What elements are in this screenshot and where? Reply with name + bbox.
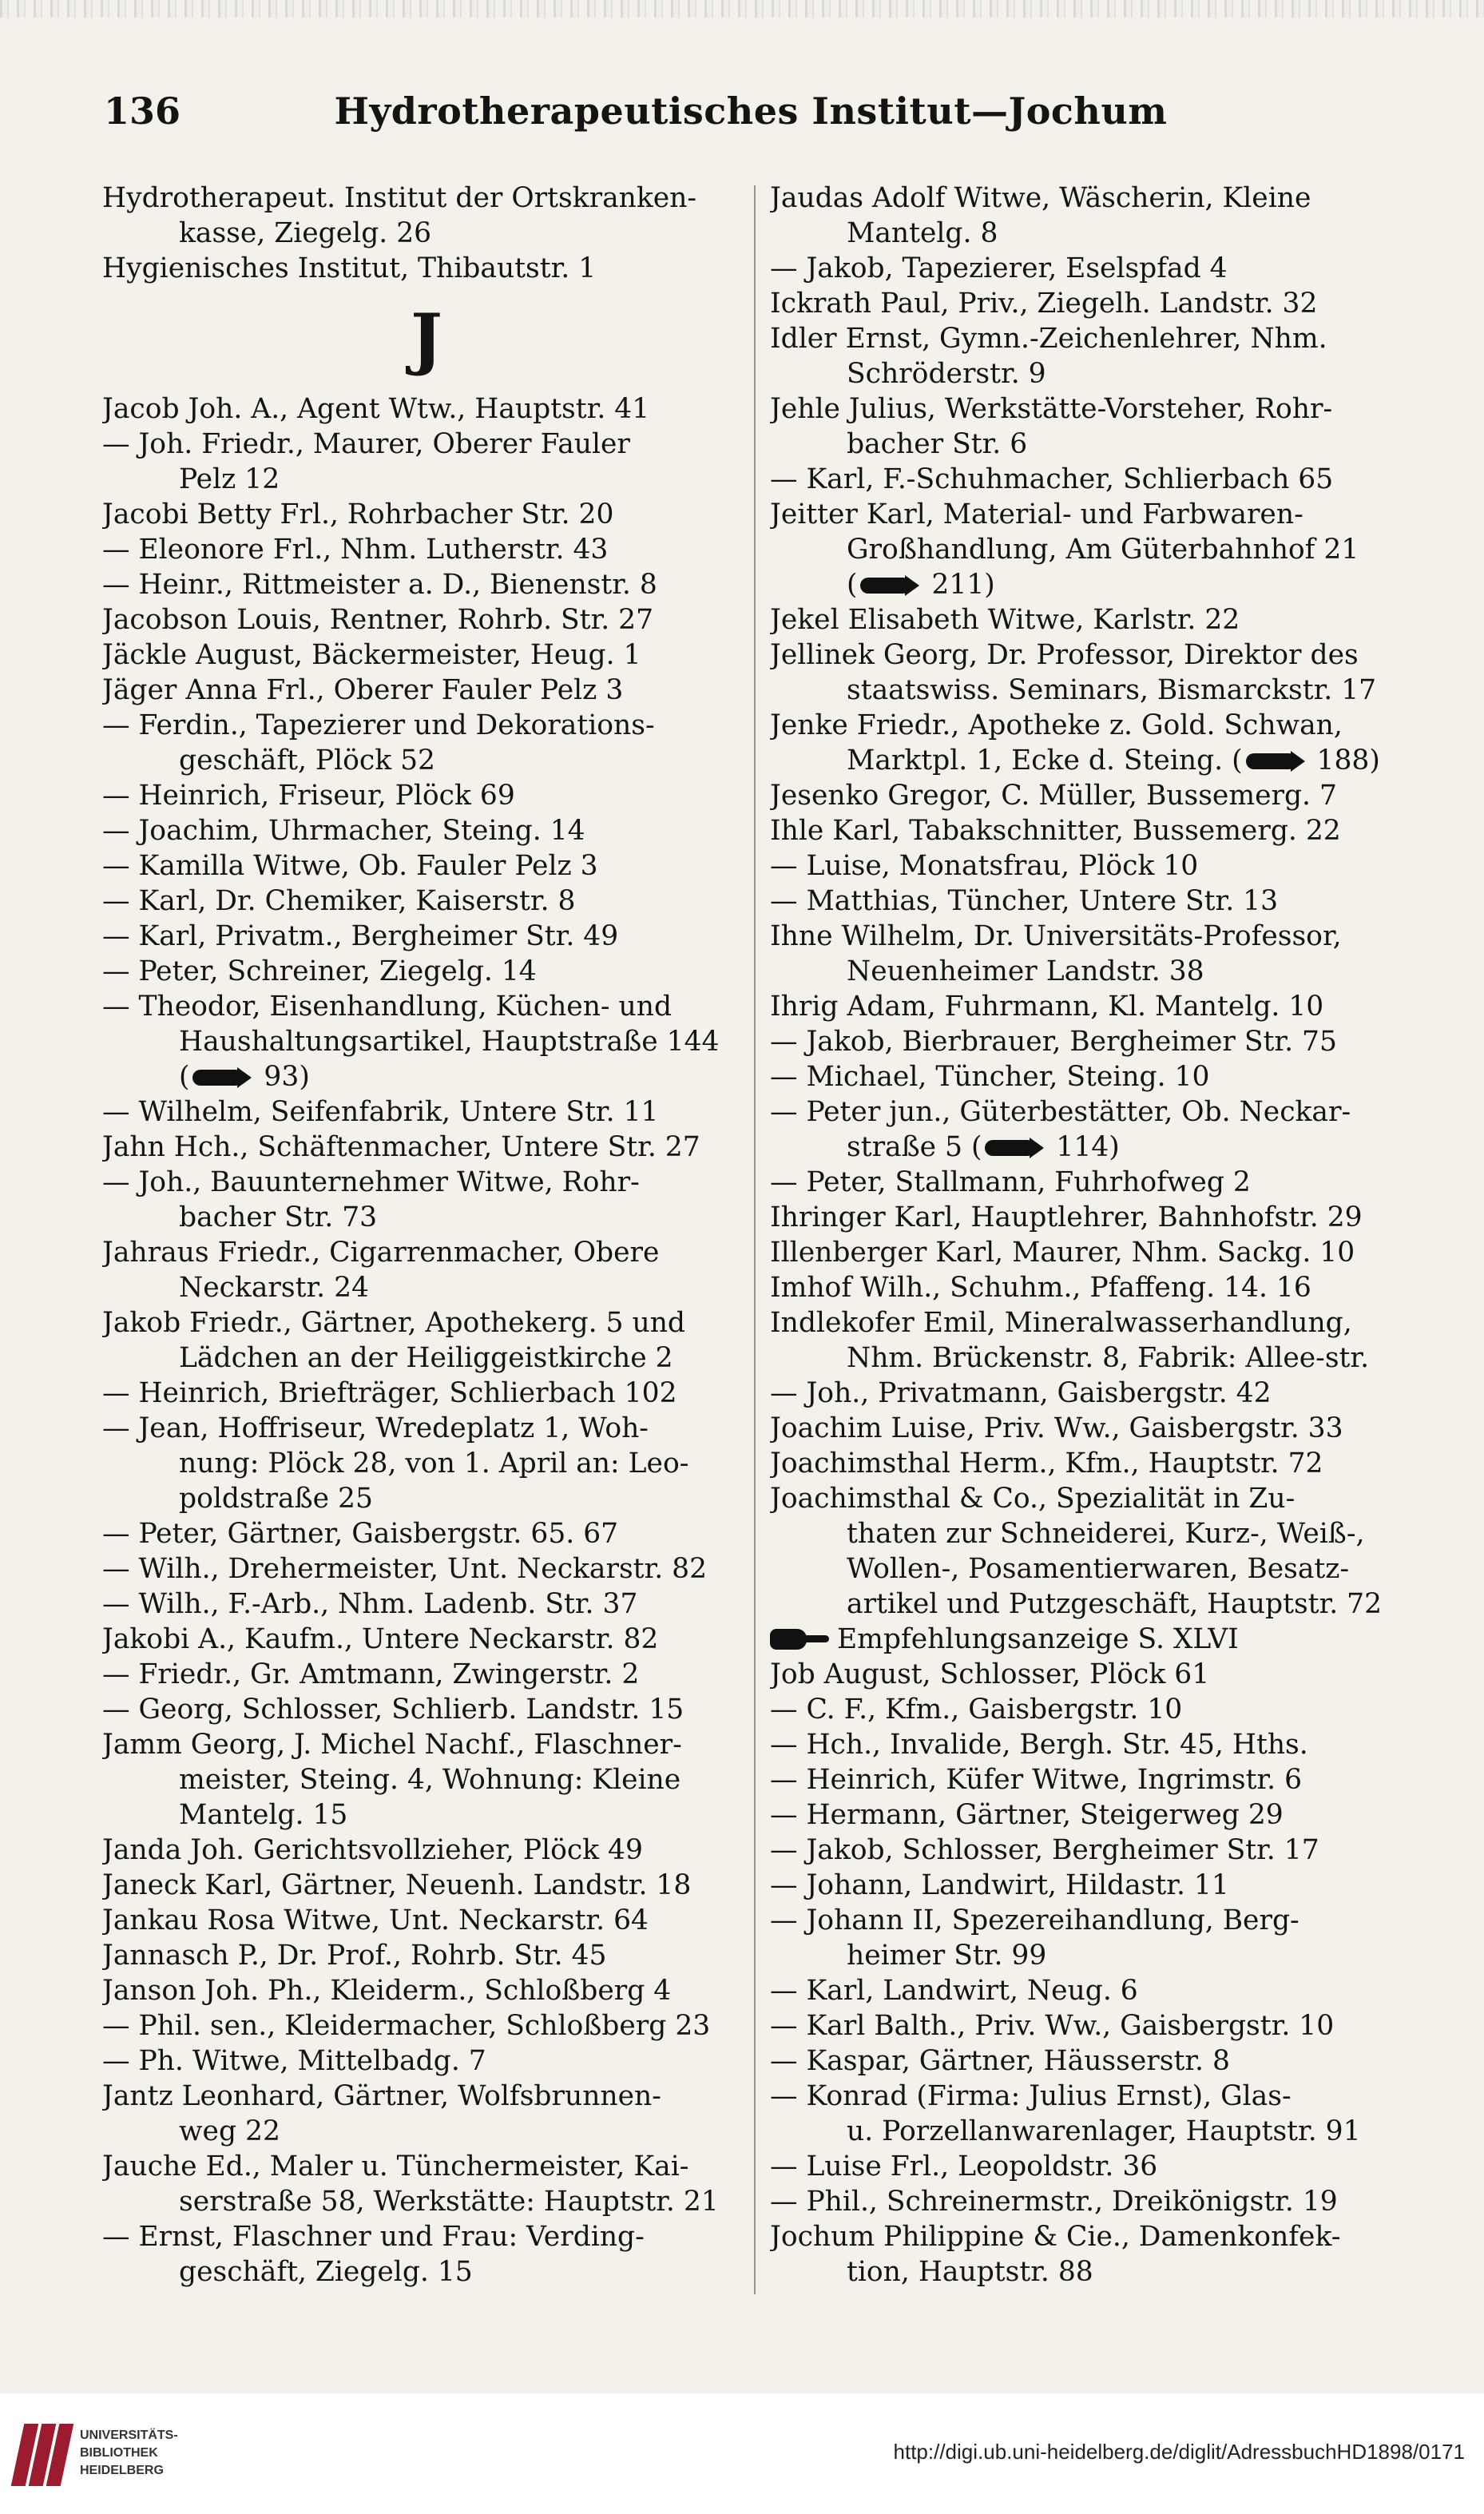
entry-line: — Phil., Schreinermstr., Dreikönigstr. 19: [770, 2186, 1338, 2218]
directory-entry: [770, 1481, 1419, 1622]
directory-entry: [102, 1692, 751, 1727]
entry-continuation-line: Pelz 12: [179, 463, 280, 495]
entry-line: Jaudas Adolf Witwe, Wäscherin, Kleine: [770, 182, 1311, 214]
directory-entry: [770, 1622, 1419, 1657]
directory-entry: [770, 391, 1419, 462]
entry-line: Janda Joh. Gerichtsvollzieher, Plöck 49: [102, 1834, 643, 1866]
entry-continuation-line: meister, Steing. 4, Wohnung: Kleine: [179, 1764, 681, 1796]
entry-line: — Eleonore Frl., Nhm. Lutherstr. 43: [102, 534, 609, 566]
source-url-link[interactable]: http://digi.ub.uni-heidelberg.de/diglit/AdressbuchHD1898/0171: [893, 2440, 1465, 2464]
entry-line: — Peter, Stallmann, Fuhrhofweg 2: [770, 1166, 1251, 1198]
entry-line: — Jakob, Tapezierer, Eselspfad 4: [770, 252, 1228, 284]
directory-entry: [102, 181, 751, 251]
entry-line: — Wilh., Drehermeister, Unt. Neckarstr. 82: [102, 1553, 708, 1585]
logo-line-3: HEIDELBERG: [80, 2464, 164, 2477]
entry-line: Hygienisches Institut, Thibautstr. 1: [102, 252, 597, 284]
directory-entry: [770, 1868, 1419, 1903]
entry-line: — Heinrich, Friseur, Plöck 69: [102, 780, 515, 812]
logo-line-2: BIBLIOTHEK: [80, 2446, 158, 2460]
directory-entry: [102, 637, 751, 673]
telephone-icon: [192, 1067, 252, 1088]
directory-entry: [770, 1762, 1419, 1797]
entry-line: Joachim Luise, Priv. Ww., Gaisbergstr. 33: [770, 1412, 1343, 1444]
entry-continuation-line: thaten zur Schneiderei, Kurz-, Weiß-,: [847, 1518, 1365, 1550]
directory-entry: [770, 1411, 1419, 1446]
directory-entry: [102, 1516, 751, 1551]
telephone-icon: [1246, 751, 1305, 772]
entry-line: — Wilh., F.-Arb., Nhm. Ladenb. Str. 37: [102, 1588, 638, 1620]
entry-continuation-line: Nhm. Brückenstr. 8, Fabrik: Allee-str.: [847, 1342, 1370, 1374]
entry-line: — Jean, Hoffriseur, Wredeplatz 1, Woh-: [102, 1412, 649, 1444]
entry-line: Jauche Ed., Maler u. Tünchermeister, Kai-: [102, 2151, 689, 2182]
directory-entry: [102, 391, 751, 427]
directory-entry: [102, 989, 751, 1094]
directory-entry: [102, 1165, 751, 1235]
entry-line: — Ph. Witwe, Mittelbadg. 7: [102, 2045, 486, 2077]
entry-line: Jacobson Louis, Rentner, Rohrb. Str. 27: [102, 604, 654, 636]
entry-line: Imhof Wilh., Schuhm., Pfaffeng. 14. 16: [770, 1272, 1311, 1304]
entry-line: — Karl Balth., Priv. Ww., Gaisbergstr. 10: [770, 2010, 1335, 2042]
directory-entry: [102, 708, 751, 778]
directory-entry: [102, 2219, 751, 2290]
directory-entry: [770, 321, 1419, 391]
entry-line: — Karl, F.-Schuhmacher, Schlierbach 65: [770, 463, 1334, 495]
directory-entry: [770, 848, 1419, 884]
entry-line: Janeck Karl, Gärtner, Neuenh. Landstr. 18: [102, 1869, 692, 1901]
directory-entry: [770, 251, 1419, 286]
directory-entry: [102, 2149, 751, 2219]
entry-continuation-line: Lädchen an der Heiliggeistkirche 2: [179, 1342, 673, 1374]
entry-line: — Jakob, Bierbrauer, Bergheimer Str. 75: [770, 1026, 1337, 1058]
entry-line: Jacob Joh. A., Agent Wtw., Hauptstr. 41: [102, 393, 650, 425]
entry-line: — Georg, Schlosser, Schlierb. Landstr. 15: [102, 1694, 684, 1726]
entry-continuation-line: ( 93): [179, 1061, 310, 1093]
entry-line: — Karl, Privatm., Bergheimer Str. 49: [102, 920, 619, 952]
entry-continuation-line: Marktpl. 1, Ecke d. Steing. ( 188): [847, 745, 1380, 776]
entry-line: — Joh. Friedr., Maurer, Oberer Fauler: [102, 428, 630, 460]
directory-entry: [102, 1973, 751, 2008]
directory-entry: [770, 2079, 1419, 2149]
directory-entry: [102, 427, 751, 497]
directory-entry: [770, 2149, 1419, 2184]
entry-line: Indlekofer Emil, Mineralwasserhandlung,: [770, 1307, 1352, 1339]
directory-entry: [102, 673, 751, 708]
telephone-icon: [860, 575, 919, 596]
directory-entry: [770, 1270, 1419, 1305]
directory-entry: [770, 1165, 1419, 1200]
entry-line: — Peter, Schreiner, Ziegelg. 14: [102, 955, 537, 987]
entry-line: — Konrad (Firma: Julius Ernst), Glas-: [770, 2080, 1292, 2112]
entry-continuation-line: poldstraße 25: [179, 1483, 373, 1515]
directory-entry: [770, 1235, 1419, 1270]
entry-continuation-line: nung: Plöck 28, von 1. April an: Leo-: [179, 1448, 689, 1479]
library-logo-text: [80, 2427, 178, 2480]
entry-line: Jekel Elisabeth Witwe, Karlstr. 22: [770, 604, 1240, 636]
entry-line: Jakobi A., Kaufm., Untere Neckarstr. 82: [102, 1623, 659, 1655]
entry-line: Hydrotherapeut. Institut der Ortskranken-: [102, 182, 697, 214]
directory-entry: [770, 884, 1419, 919]
entry-line: Jacobi Betty Frl., Rohrbacher Str. 20: [102, 498, 614, 530]
entry-line: Jahraus Friedr., Cigarrenmacher, Obere: [102, 1237, 660, 1269]
directory-entry: [770, 637, 1419, 708]
directory-entry: [102, 1587, 751, 1622]
entry-line: Jehle Julius, Werkstätte-Vorsteher, Rohr-: [770, 393, 1333, 425]
entry-line: — Heinr., Rittmeister a. D., Bienenstr. 8: [102, 569, 657, 601]
directory-entry: [102, 602, 751, 637]
entry-line: Jesenko Gregor, C. Müller, Bussemerg. 7: [770, 780, 1337, 812]
directory-entry: [770, 1059, 1419, 1094]
left-column: [102, 181, 751, 2290]
directory-entry: [770, 2219, 1419, 2290]
entry-line: Jenke Friedr., Apotheke z. Gold. Schwan,: [770, 709, 1343, 741]
entry-continuation-line: geschäft, Ziegelg. 15: [179, 2256, 473, 2288]
entry-line: — Friedr., Gr. Amtmann, Zwingerstr. 2: [102, 1658, 640, 1690]
entry-continuation-line: serstraße 58, Werkstätte: Hauptstr. 21: [179, 2186, 719, 2218]
entry-line: Jantz Leonhard, Gärtner, Wolfsbrunnen-: [102, 2080, 661, 2112]
directory-entry: [102, 1130, 751, 1165]
directory-entry: [770, 462, 1419, 497]
entry-line: — Peter, Gärtner, Gaisbergstr. 65. 67: [102, 1518, 619, 1550]
running-title: Hydrotherapeutisches Institut—Jochum: [334, 89, 1168, 133]
directory-entry: [770, 2008, 1419, 2043]
entry-continuation-line: straße 5 ( 114): [847, 1131, 1120, 1163]
directory-entry: [102, 813, 751, 848]
directory-entry: [102, 2079, 751, 2149]
directory-entry: [102, 2043, 751, 2079]
entry-line: Jeitter Karl, Material- und Farbwaren-: [770, 498, 1303, 530]
directory-entry: [770, 181, 1419, 251]
scan-edge-noise: [0, 0, 1484, 18]
directory-entry: [770, 1094, 1419, 1165]
entry-line: — Kamilla Witwe, Ob. Fauler Pelz 3: [102, 850, 598, 882]
entry-continuation-line: Haushaltungsartikel, Hauptstraße 144: [179, 1026, 720, 1058]
entry-continuation-line: Mantelg. 8: [847, 217, 998, 249]
entry-line: Ihrig Adam, Fuhrmann, Kl. Mantelg. 10: [770, 991, 1324, 1023]
entry-line: Job August, Schlosser, Plöck 61: [770, 1658, 1210, 1690]
directory-entry: [102, 1376, 751, 1411]
directory-entry: [102, 1938, 751, 1973]
directory-entry: [770, 1692, 1419, 1727]
entry-continuation-line: Wollen-, Posamentierwaren, Besatz-: [847, 1553, 1350, 1585]
directory-entry: [102, 1094, 751, 1130]
entry-line: Jankau Rosa Witwe, Unt. Neckarstr. 64: [102, 1904, 649, 1936]
library-logo[interactable]: [14, 2419, 190, 2491]
entry-line: — Ernst, Flaschner und Frau: Verding-: [102, 2221, 645, 2253]
entry-line: — Jakob, Schlosser, Bergheimer Str. 17: [770, 1834, 1319, 1866]
entry-line: — Michael, Tüncher, Steing. 10: [770, 1061, 1210, 1093]
entry-line: Ihne Wilhelm, Dr. Universitäts-Professor,: [770, 920, 1342, 952]
directory-entry: [102, 1622, 751, 1657]
entry-line: — Wilhelm, Seifenfabrik, Untere Str. 11: [102, 1096, 659, 1128]
directory-entry: [770, 989, 1419, 1024]
entry-line: — Karl, Dr. Chemiker, Kaiserstr. 8: [102, 885, 576, 917]
pointing-hand-icon: [770, 1626, 829, 1653]
entry-line: Joachimsthal Herm., Kfm., Hauptstr. 72: [770, 1448, 1323, 1479]
directory-entry: [770, 1657, 1419, 1692]
directory-entry: [102, 1833, 751, 1868]
entry-continuation-line: Neckarstr. 24: [179, 1272, 369, 1304]
directory-entry: [102, 2008, 751, 2043]
entry-line: Jellinek Georg, Dr. Professor, Direktor des: [770, 639, 1359, 671]
entry-line: — Hch., Invalide, Bergh. Str. 45, Hths.: [770, 1729, 1308, 1761]
entry-line: Idler Ernst, Gymn.-Zeichenlehrer, Nhm.: [770, 323, 1327, 355]
entry-line: — Johann, Landwirt, Hildastr. 11: [770, 1869, 1229, 1901]
library-logo-mark: [14, 2424, 70, 2486]
entry-continuation-line: tion, Hauptstr. 88: [847, 2256, 1093, 2288]
entry-line: Jannasch P., Dr. Prof., Rohrb. Str. 45: [102, 1940, 607, 1972]
entry-continuation-line: staatswiss. Seminars, Bismarckstr. 17: [847, 674, 1377, 706]
directory-entry: [102, 251, 751, 286]
entry-line: Jäckle August, Bäckermeister, Heug. 1: [102, 639, 641, 671]
page-header: [104, 89, 1398, 145]
entry-continuation-line: Schröderstr. 9: [847, 358, 1046, 390]
entry-continuation-line: Neuenheimer Landstr. 38: [847, 955, 1204, 987]
directory-entry: [770, 286, 1419, 321]
entry-line: — Joachim, Uhrmacher, Steing. 14: [102, 815, 585, 847]
directory-entry: [102, 497, 751, 532]
section-letter-heading: J: [411, 299, 442, 378]
entry-line: Jakob Friedr., Gärtner, Apothekerg. 5 und: [102, 1307, 685, 1339]
entry-continuation-line: kasse, Ziegelg. 26: [179, 217, 432, 249]
directory-entry: [770, 1903, 1419, 1973]
logo-line-1: UNIVERSITÄTS-: [80, 2429, 178, 2442]
directory-entry: [770, 602, 1419, 637]
entry-line: — Karl, Landwirt, Neug. 6: [770, 1975, 1138, 2007]
directory-entry: [102, 848, 751, 884]
entry-line: — Heinrich, Briefträger, Schlierbach 102: [102, 1377, 677, 1409]
entry-line: — Phil. sen., Kleidermacher, Schloßberg 23: [102, 2010, 711, 2042]
entry-line: — Kaspar, Gärtner, Häusserstr. 8: [770, 2045, 1230, 2077]
directory-entry: [770, 919, 1419, 989]
right-column: [770, 181, 1419, 2290]
directory-entry: [102, 567, 751, 602]
directory-entry: [770, 1727, 1419, 1762]
directory-entry: [102, 1657, 751, 1692]
directory-entry: [102, 1411, 751, 1516]
entry-line: Jahn Hch., Schäftenmacher, Untere Str. 27: [102, 1131, 700, 1163]
entry-line: — Luise, Monatsfrau, Plöck 10: [770, 850, 1199, 882]
entry-line: — Luise Frl., Leopoldstr. 36: [770, 2151, 1158, 2182]
directory-entry: [770, 708, 1419, 778]
entry-line: — Matthias, Tüncher, Untere Str. 13: [770, 885, 1279, 917]
directory-entry: [102, 954, 751, 989]
directory-entry: [102, 778, 751, 813]
entry-line: — Joh., Bauunternehmer Witwe, Rohr-: [102, 1166, 640, 1198]
directory-entry: [770, 497, 1419, 602]
directory-entry: [102, 1727, 751, 1833]
directory-entry: [770, 1024, 1419, 1059]
directory-entry: [770, 1446, 1419, 1481]
entry-continuation-line: heimer Str. 99: [847, 1940, 1047, 1972]
entry-continuation-line: geschäft, Plöck 52: [179, 745, 435, 776]
column-divider: [754, 185, 756, 2294]
directory-entry: [770, 2184, 1419, 2219]
directory-entry: [770, 778, 1419, 813]
entry-line: Empfehlungsanzeige S. XLVI: [770, 1622, 1419, 1657]
entry-line: Jamm Georg, J. Michel Nachf., Flaschner-: [102, 1729, 682, 1761]
entry-line: — Ferdin., Tapezierer und Dekorations-: [102, 709, 655, 741]
telephone-icon: [985, 1138, 1044, 1158]
entry-line: — Johann II, Spezereihandlung, Berg-: [770, 1904, 1299, 1936]
entry-line: Ihringer Karl, Hauptlehrer, Bahnhofstr. 29: [770, 1201, 1363, 1233]
entry-line: Ihle Karl, Tabakschnitter, Bussemerg. 22: [770, 815, 1341, 847]
entry-continuation-line: u. Porzellanwarenlager, Hauptstr. 91: [847, 2115, 1361, 2147]
page-number: 136: [104, 89, 181, 133]
directory-entry: [770, 1797, 1419, 1833]
entry-line: Jäger Anna Frl., Oberer Fauler Pelz 3: [102, 674, 624, 706]
directory-entry: [102, 1868, 751, 1903]
entry-continuation-line: bacher Str. 6: [847, 428, 1028, 460]
entry-line: — Hermann, Gärtner, Steigerweg 29: [770, 1799, 1284, 1831]
directory-entry: [770, 2043, 1419, 2079]
directory-entry: [102, 532, 751, 567]
entry-line: Janson Joh. Ph., Kleiderm., Schloßberg 4: [102, 1975, 672, 2007]
entry-line: Jochum Philippine & Cie., Damenkonfek-: [770, 2221, 1341, 2253]
directory-entry: [102, 1903, 751, 1938]
entry-line: — Theodor, Eisenhandlung, Küchen- und: [102, 991, 673, 1023]
entry-continuation-line: Großhandlung, Am Güterbahnhof 21: [847, 534, 1359, 566]
entry-continuation-line: Mantelg. 15: [179, 1799, 348, 1831]
directory-entry: [770, 1376, 1419, 1411]
entry-line: Ickrath Paul, Priv., Ziegelh. Landstr. 32: [770, 288, 1318, 320]
entry-continuation-line: bacher Str. 73: [179, 1201, 378, 1233]
directory-entry: [102, 884, 751, 919]
entry-line: Joachimsthal & Co., Spezialität in Zu-: [770, 1483, 1296, 1515]
directory-entry: [770, 1305, 1419, 1376]
entry-line: — C. F., Kfm., Gaisbergstr. 10: [770, 1694, 1183, 1726]
directory-entry: [770, 1833, 1419, 1868]
directory-entry: [102, 1235, 751, 1305]
entry-line: Illenberger Karl, Maurer, Nhm. Sackg. 10: [770, 1237, 1355, 1269]
directory-entry: [102, 1551, 751, 1587]
entry-continuation-line: weg 22: [179, 2115, 280, 2147]
footer-bar: [0, 2393, 1484, 2514]
entry-line: — Peter jun., Güterbestätter, Ob. Neckar-: [770, 1096, 1351, 1128]
entry-line: — Heinrich, Küfer Witwe, Ingrimstr. 6: [770, 1764, 1303, 1796]
directory-entry: [770, 1200, 1419, 1235]
directory-entry: [102, 1305, 751, 1376]
entry-continuation-line: ( 211): [847, 569, 995, 601]
directory-entry: [770, 813, 1419, 848]
directory-entry: [102, 919, 751, 954]
entry-line: — Joh., Privatmann, Gaisbergstr. 42: [770, 1377, 1272, 1409]
entry-continuation-line: artikel und Putzgeschäft, Hauptstr. 72: [847, 1588, 1383, 1620]
directory-entry: [770, 1973, 1419, 2008]
